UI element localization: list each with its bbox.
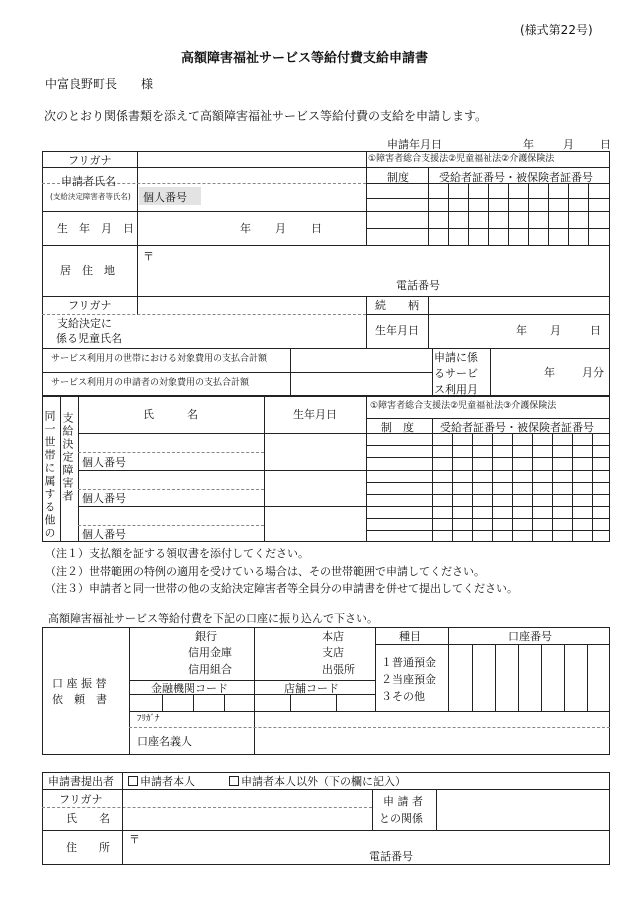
birth-year: 年 [240,222,251,235]
other-checkbox[interactable] [229,776,239,786]
intro-text: 次のとおり関係書類を添えて高額障害福祉サービス等給付費の支給を申請します。 [44,109,488,123]
postal-mark: 〒 [143,250,154,263]
child-furigana-label: フリガナ [68,299,112,312]
note-1: （注１）支払額を証する領収書を添付してください。 [45,547,309,560]
furigana-label: フリガナ [68,154,112,167]
birth-month: 月 [275,222,286,235]
other-option-label: 申請者本人以外（下の欄に記入） [241,775,406,788]
note-3: （注３）申請者と同一世帯の他の支給決定障害者等全員分の申請書を併せて提出してください。 [45,582,518,595]
child-label-1: 支給決定に [57,317,112,330]
holder-label: 口座名義人 [137,735,192,748]
household-side-label-2: 支給決定障害者 [61,412,74,503]
child-birth-day: 日 [590,324,601,337]
household-system-label: 制 度 [381,421,414,434]
branch-code-label: 店舗コード [284,682,339,695]
application-date-label: 申請年月日 [387,138,442,151]
submitter-other-option[interactable] [229,776,406,787]
system-label: 制度 [387,171,409,184]
self-checkbox[interactable] [128,776,138,786]
holder-kana-label: ﾌﾘｶﾞﾅ [137,714,160,724]
form-number: (様式第22号) [520,23,593,37]
household-recipient-label: 受給者証番号・被保険者証番号 [440,421,594,434]
household-total-label: サービス利用月の世帯における対象費用の支払合計額 [51,354,268,364]
child-label-2: 係る児童氏名 [56,332,122,345]
account-transfer-label: 口 座 振 替 [52,677,107,690]
note-2: （注２）世帯範囲の特例の適用を受けている場合は、その世帯範囲で申請してください。 [45,565,485,578]
child-birth-year: 年 [516,324,527,337]
child-birth-label: 生年月日 [375,324,419,337]
household-birth-col: 生年月日 [293,408,337,421]
household-name-col: 氏 名 [143,408,198,421]
date-year: 年 [523,138,534,151]
household-my-number-1: 個人番号 [82,456,126,469]
account-type-label: 種目 [399,630,421,643]
my-number-label: 個人番号 [143,191,187,204]
household-side-label: 同一世帯に属する他の [43,410,56,540]
shucchojo-label: 出張所 [322,663,355,676]
submitter-phone-label: 電話番号 [369,850,413,863]
ordinary-deposit[interactable]: １普通預金 [381,656,436,669]
birth-day: 日 [311,222,322,235]
phone-label: 電話番号 [396,279,440,292]
bank-code-label: 金融機関コード [151,682,228,695]
relation-label-2: との関係 [379,812,423,825]
household-law-types: ①障害者総合支援法②児童福祉法③介護保険法 [370,401,557,411]
service-month-label-3: ス利用月 [434,383,478,396]
bank-label: 銀行 [195,630,217,643]
submitter-name-label: 氏 名 [66,812,110,825]
household-my-number-2: 個人番号 [82,492,126,505]
applicant-total-label: サービス利用月の申請者の対象費用の支払合計額 [51,378,250,388]
address-label: 居 住 地 [60,264,115,277]
applicant-name-label: 申請者氏名 [61,175,116,188]
date-day: 日 [600,138,611,151]
household-my-number-3: 個人番号 [82,528,126,541]
relation-label-1: 申 請 者 [383,795,423,808]
service-month-label-1: 申請に係 [434,351,478,364]
submitter-furigana-label: フリガナ [59,793,103,806]
date-month: 月 [563,138,574,151]
bank-intro: 高額障害福祉サービス等給付費を下記の口座に振り込んで下さい。 [48,612,378,625]
submitter-address-label: 住 所 [66,841,110,854]
request-label: 依 頼 書 [52,693,107,706]
shiten-label: 支店 [322,646,344,659]
current-deposit[interactable]: ２当座預金 [381,673,436,686]
relation-label: 続 柄 [375,299,419,312]
birth-date-label: 生 年 月 日 [57,222,134,235]
service-year: 年 [544,366,555,379]
service-month: 月分 [582,366,604,379]
law-types: ①障害者総合支援法②児童福祉法②介護保険法 [368,154,555,164]
submitter-label: 申請書提出者 [48,775,114,788]
recipient-number-label: 受給者証番号・被保険者証番号 [439,171,593,184]
page-title: 高額障害福祉サービス等給付費支給申請書 [181,51,429,66]
child-birth-month: 月 [550,324,561,337]
self-option-label: 申請者本人 [140,775,195,788]
honten-label: 本店 [322,630,344,643]
shinkin-label: 信用金庫 [188,646,232,659]
service-month-label-2: るサービ [434,367,478,380]
submitter-postal-mark: 〒 [129,833,140,846]
kumiai-label: 信用組合 [188,663,232,676]
account-number-label: 口座番号 [508,630,552,643]
submitter-self-option[interactable] [128,776,195,787]
applicant-name-sub: (支給決定障害者等氏名) [50,192,131,201]
other-deposit[interactable]: ３その他 [381,690,425,703]
addressee: 中富良野町長 様 [45,77,154,91]
